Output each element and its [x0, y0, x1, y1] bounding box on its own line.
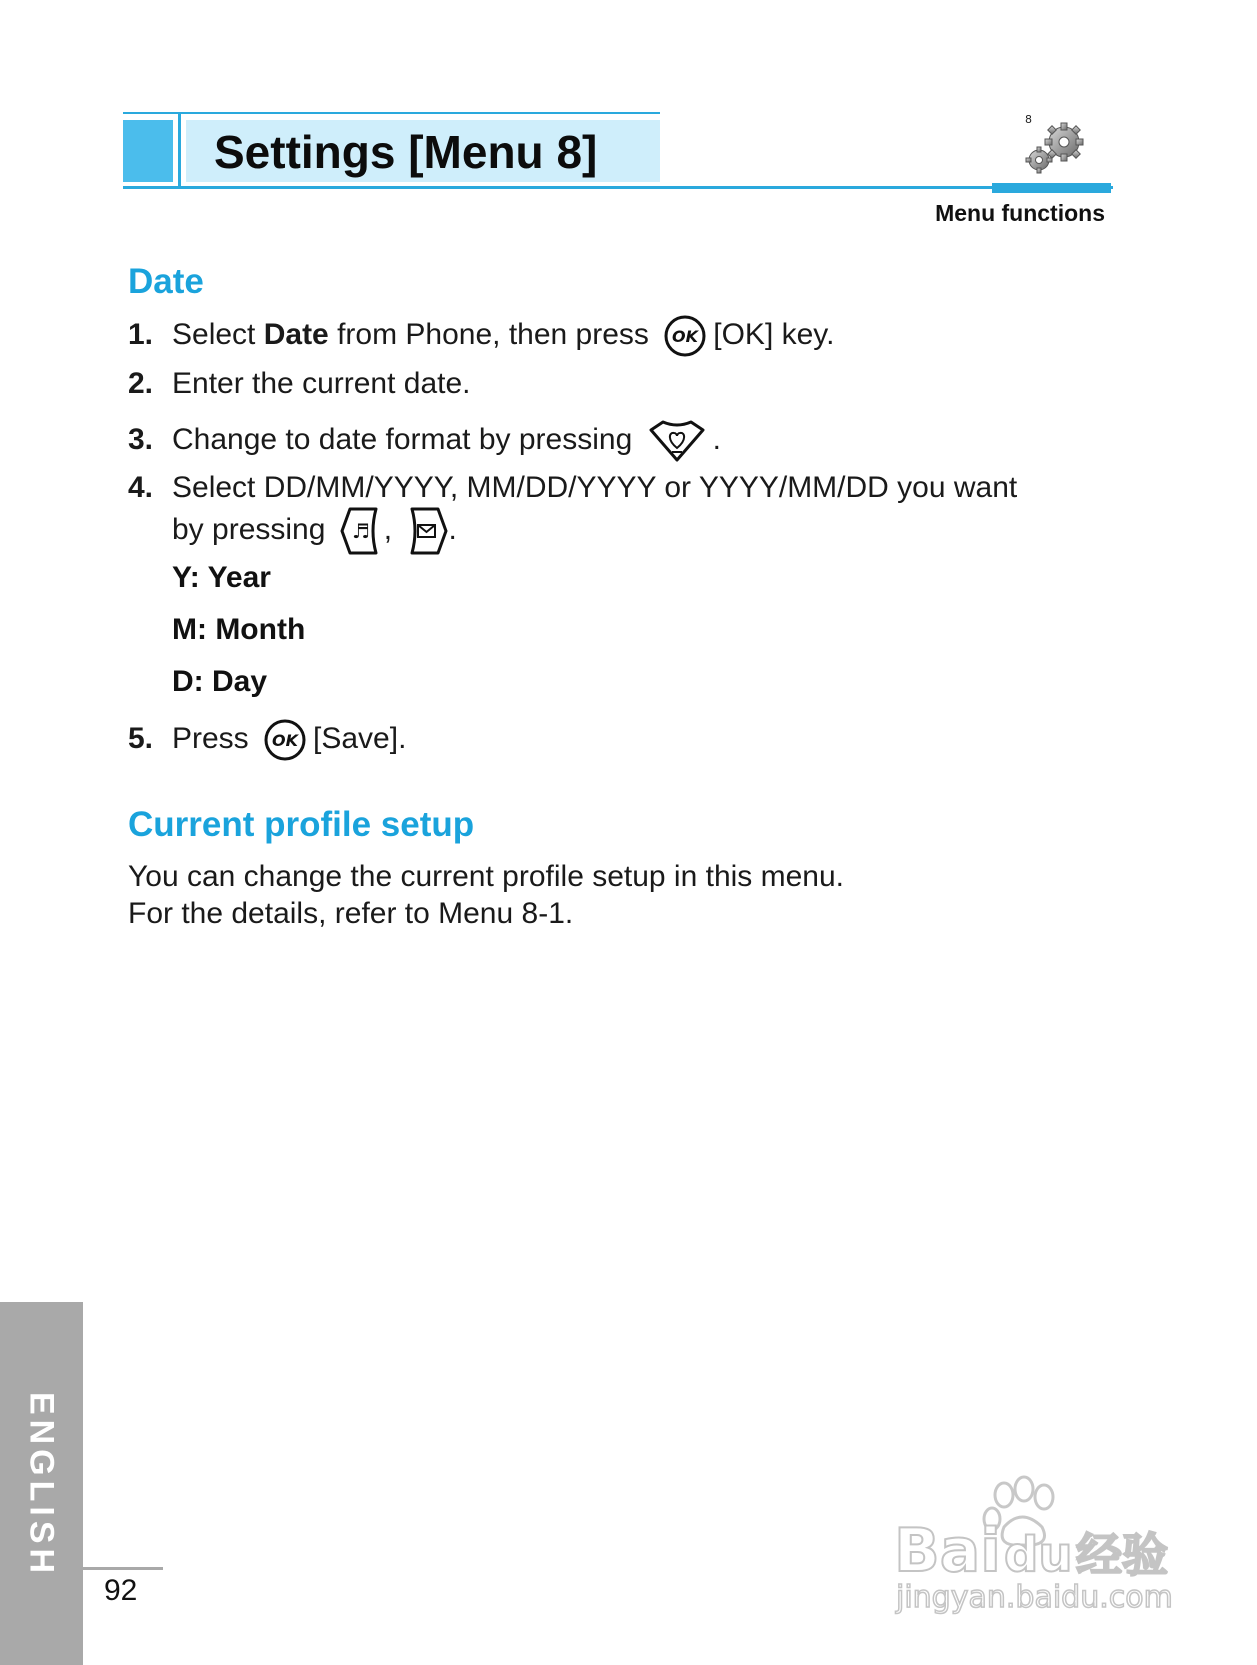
step-number: 5. — [128, 721, 154, 755]
step-number: 1. — [128, 317, 154, 351]
down-nav-key-icon — [647, 418, 707, 464]
page-number-rule — [83, 1567, 163, 1570]
step-separator: , — [383, 512, 393, 546]
step-5 — [128, 718, 406, 762]
step-1 — [128, 314, 834, 358]
step-4-continuation — [172, 506, 457, 556]
gears-badge: 8 — [1025, 113, 1032, 126]
language-label: ENGLISH — [22, 1391, 61, 1579]
step-number: 3. — [128, 422, 154, 456]
baidu-watermark — [892, 1475, 1182, 1615]
profile-text-line-1: You can change the current profile setup in this menu. — [128, 860, 845, 893]
step-text: by pressing — [172, 512, 326, 546]
step-bold-term: Date — [263, 317, 329, 351]
watermark-brand: Bai — [894, 1516, 1001, 1586]
step-text: Enter the current date. — [172, 367, 471, 400]
ok-key-icon — [663, 314, 707, 358]
header-tab-marker — [992, 183, 1111, 193]
profile-text-line-2: For the details, refer to Menu 8-1. — [128, 897, 574, 930]
header-bottom-rule — [123, 186, 1113, 189]
gears-icon — [1022, 112, 1090, 180]
step-text: [Save]. — [313, 721, 407, 755]
step-text: Press — [172, 721, 249, 755]
watermark-brand-cn: 经验 — [1076, 1528, 1168, 1582]
step-text: [OK] key. — [713, 317, 835, 351]
page-number: 92 — [104, 1574, 138, 1607]
step-text: . — [712, 422, 721, 456]
date-heading: Date — [128, 262, 204, 301]
svg-text:OK: OK — [672, 327, 699, 346]
definition-month: M: Month — [172, 613, 306, 646]
step-text: from Phone, then press — [328, 317, 649, 351]
definition-day: D: Day — [172, 665, 268, 698]
svg-text:♬: ♬ — [351, 519, 370, 543]
svg-text:OK: OK — [272, 731, 299, 750]
profile-heading: Current profile setup — [128, 805, 475, 844]
step-number: 4. — [128, 471, 154, 504]
watermark-url: jingyan.baidu.com — [896, 1580, 1173, 1615]
left-nav-key-icon — [340, 506, 382, 556]
header-accent-block — [123, 120, 173, 182]
page-title: Settings [Menu 8] — [214, 126, 598, 178]
step-number: 2. — [128, 367, 154, 400]
step-text: . — [448, 512, 457, 546]
header-top-rule — [123, 112, 660, 114]
step-text: Select — [172, 317, 264, 351]
step-4 — [128, 470, 1017, 506]
step-3 — [128, 418, 721, 464]
section-label: Menu functions — [935, 200, 1105, 226]
right-nav-key-icon — [406, 506, 448, 556]
step-text: Select DD/MM/YYYY, MM/DD/YYYY or YYYY/MM/DD you want — [172, 471, 1018, 504]
ok-key-icon — [263, 718, 307, 762]
definition-year: Y: Year — [172, 561, 271, 594]
header-divider — [178, 112, 181, 188]
watermark-brand-2: du — [1004, 1527, 1073, 1583]
step-text: Change to date format by pressing — [172, 422, 633, 456]
step-2 — [128, 366, 471, 402]
